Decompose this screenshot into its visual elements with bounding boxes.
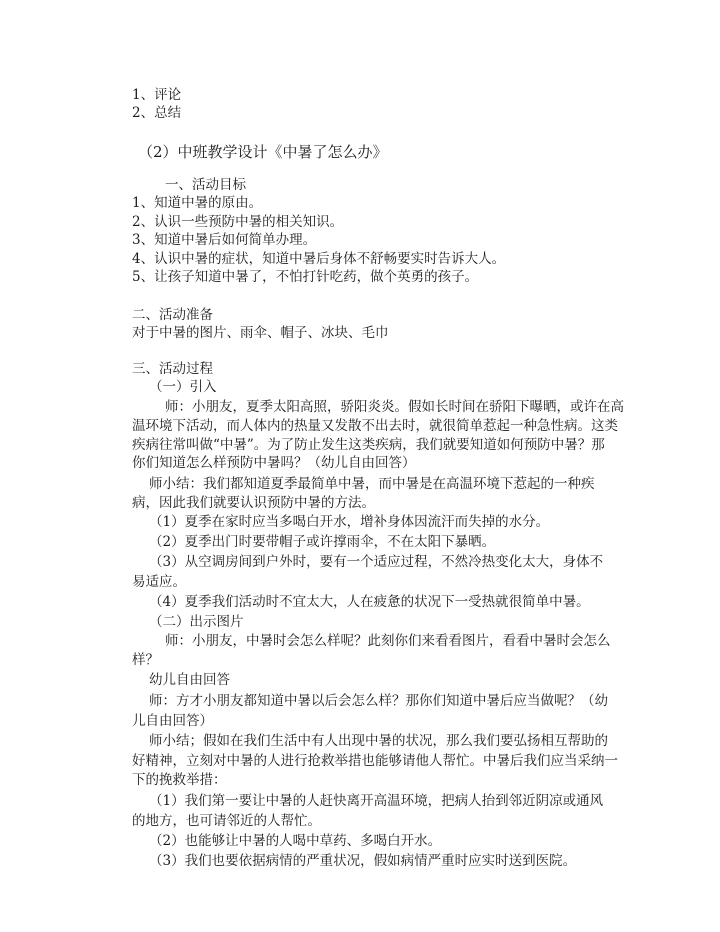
paragraph-line: 好精神，立刻对中暑的人进行抢救举措也能够请他人帮忙。中暑后我们应当采纳一 bbox=[132, 753, 618, 769]
subheading-intro: （一）引入 bbox=[149, 379, 217, 395]
section-heading-process: 三、活动过程 bbox=[132, 361, 213, 377]
paragraph-line: 师：方才小朋友都知道中暑以后会怎么样？那你们知道中暑后应当做呢？（幼 bbox=[149, 693, 608, 709]
goal-item: 4、认识中暑的症状，知道中暑后身体不舒畅要实时告诉大人。 bbox=[132, 251, 506, 267]
rescue-item-continued: 的地方，也可请邻近的人帮忙。 bbox=[132, 813, 321, 829]
list-item-review: 1、评论 bbox=[132, 87, 182, 103]
rescue-item: （3）我们也要依据病情的严重状况，假如病情严重时应实时送到医院。 bbox=[149, 853, 577, 869]
goal-item: 1、知道中暑的原由。 bbox=[132, 195, 263, 211]
tip-item: （2）夏季出门时要带帽子或许撑雨伞，不在太阳下暴晒。 bbox=[149, 534, 496, 550]
tip-item: （4）夏季我们活动时不宜太大，人在疲惫的状况下一受热就很简单中暑。 bbox=[149, 594, 590, 610]
goal-item: 3、知道中暑后如何简单办理。 bbox=[132, 232, 317, 248]
paragraph-line: 师：小朋友，中暑时会怎么样呢？此刻你们来看看图片，看看中暑时会怎么 bbox=[165, 633, 611, 649]
preparation-text: 对于中暑的图片、雨伞、帽子、冰块、毛巾 bbox=[132, 325, 389, 341]
tip-item-continued: 易适应。 bbox=[132, 574, 186, 590]
paragraph-line: 病，因此我们就要认识预防中暑的方法。 bbox=[132, 495, 375, 511]
list-item-summary: 2、总结 bbox=[132, 105, 182, 121]
paragraph-line: 师小结；假如在我们生活中有人出现中暑的状况，那么我们要弘扬相互帮助的 bbox=[149, 733, 608, 749]
goal-item: 2、认识一些预防中暑的相关知识。 bbox=[132, 214, 344, 230]
rescue-item: （1）我们第一要让中暑的人赶快离开高温环境，把病人抬到邻近阴凉或通风 bbox=[149, 793, 604, 809]
paragraph-line: 下的挽救举措： bbox=[132, 772, 227, 788]
answer-line: 幼儿自由回答 bbox=[149, 672, 230, 688]
paragraph-line: 样？ bbox=[132, 652, 159, 668]
subheading-pictures: （二）出示图片 bbox=[149, 614, 244, 630]
paragraph-line: 儿自由回答） bbox=[132, 713, 213, 729]
rescue-item: （2）也能够让中暑的人喝中草药、多喝白开水。 bbox=[149, 833, 442, 849]
tip-item: （1）夏季在家时应当多喝白开水，增补身体因流汗而失掉的水分。 bbox=[149, 514, 550, 530]
section-heading-goals: 一、活动目标 bbox=[165, 177, 246, 193]
paragraph-line: 师：小朋友，夏季太阳高照，骄阳炎炎。假如长时间在骄阳下曝晒，或许在高 bbox=[165, 399, 624, 415]
paragraph-line: 师小结：我们都知道夏季最简单中暑，而中暑是在高温环境下惹起的一种疾 bbox=[149, 476, 595, 492]
section-heading-preparation: 二、活动准备 bbox=[132, 307, 213, 323]
goal-item: 5、让孩子知道中暑了，不怕打针吃药，做个英勇的孩子。 bbox=[132, 269, 479, 285]
paragraph-line: 疾病往常叫做“中暑”。为了防止发生这类疾病，我们就要知道如何预防中暑？那 bbox=[132, 437, 605, 453]
tip-item: （3）从空调房间到户外时，要有一个适应过程，不然冷热变化太大，身体不 bbox=[149, 554, 604, 570]
paragraph-line: 你们知道怎么样预防中暑吗？（幼儿自由回答） bbox=[132, 455, 416, 471]
paragraph-line: 温环境下活动，而人体内的热量又发散不出去时，就很简单惹起一种急性病。这类 bbox=[132, 418, 618, 434]
document-title: （2）中班教学设计《中暑了怎么办》 bbox=[138, 143, 388, 161]
